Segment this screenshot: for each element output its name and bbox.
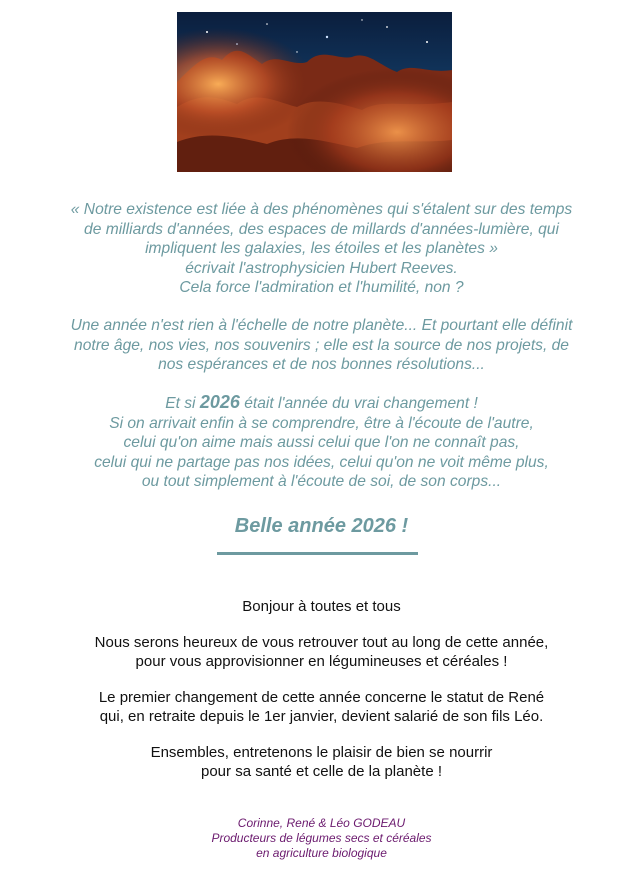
change-prefix: Et si [165, 395, 200, 412]
message-paragraph-3 [20, 744, 623, 781]
quote-line: de milliards d'années, des espaces de millards d'années-lumière, qui [84, 220, 559, 238]
year-line: nos espérances et de nos bonnes résolutions... [158, 356, 485, 373]
signature-detail: en agriculture biologique [256, 846, 387, 860]
message-paragraph-2 [20, 689, 623, 726]
change-line: celui qui ne partage pas nos idées, celui qu'on ne voit même plus, [94, 453, 549, 471]
quote-line: « Notre existence est liée à des phénomènes qui s'étalent sur des temps [70, 201, 573, 218]
change-paragraph [20, 393, 623, 492]
year-paragraph [20, 316, 623, 375]
message-line: qui, en retraite depuis le 1er janvier, devient salarié de son fils Léo. [99, 707, 544, 725]
salutation [20, 598, 623, 617]
signature-block [20, 816, 623, 861]
message-line: Le premier changement de cette année concerne le statut de René [98, 689, 545, 706]
message-line: pour vous approvisionner en légumineuses et céréales ! [135, 652, 508, 670]
quote-paragraph [20, 200, 623, 298]
change-suffix: était l'année du vrai changement ! [239, 395, 478, 412]
greeting-title: Belle année 2026 ! [234, 515, 409, 537]
message-line: pour sa santé et celle de la planète ! [201, 762, 442, 780]
quote-line: écrivait l'astrophysicien Hubert Reeves. [185, 259, 458, 277]
quote-line: Cela force l'admiration et l'humilité, non ? [179, 279, 464, 296]
signature-names: Corinne, René & Léo GODEAU [237, 816, 406, 830]
message-line: Nous serons heureux de vous retrouver tout au long de cette année, [94, 634, 549, 651]
change-line: Si on arrivait enfin à se comprendre, être à l'écoute de l'autre, [109, 414, 534, 432]
message-line: Ensembles, entretenons le plaisir de bien se nourrir [150, 744, 493, 761]
quote-line: impliquent les galaxies, les étoiles et les planètes » [145, 240, 498, 257]
nebula-image [177, 12, 452, 172]
message-paragraph-1 [20, 634, 623, 671]
year-line: notre âge, nos vies, nos souvenirs ; elle est la source de nos projets, de [74, 336, 569, 354]
year-line: Une année n'est rien à l'échelle de notre planète... Et pourtant elle définit [70, 317, 573, 334]
change-first-line [20, 393, 623, 414]
salutation-text: Bonjour à toutes et tous [242, 598, 401, 615]
signature-role: Producteurs de légumes secs et céréales [211, 831, 432, 845]
divider-rule [217, 552, 418, 555]
change-line: ou tout simplement à l'écoute de soi, de son corps... [141, 473, 502, 490]
highlight-year: 2026 [199, 392, 240, 412]
change-line: celui qu'on aime mais aussi celui que l'on ne connaît pas, [123, 434, 520, 451]
